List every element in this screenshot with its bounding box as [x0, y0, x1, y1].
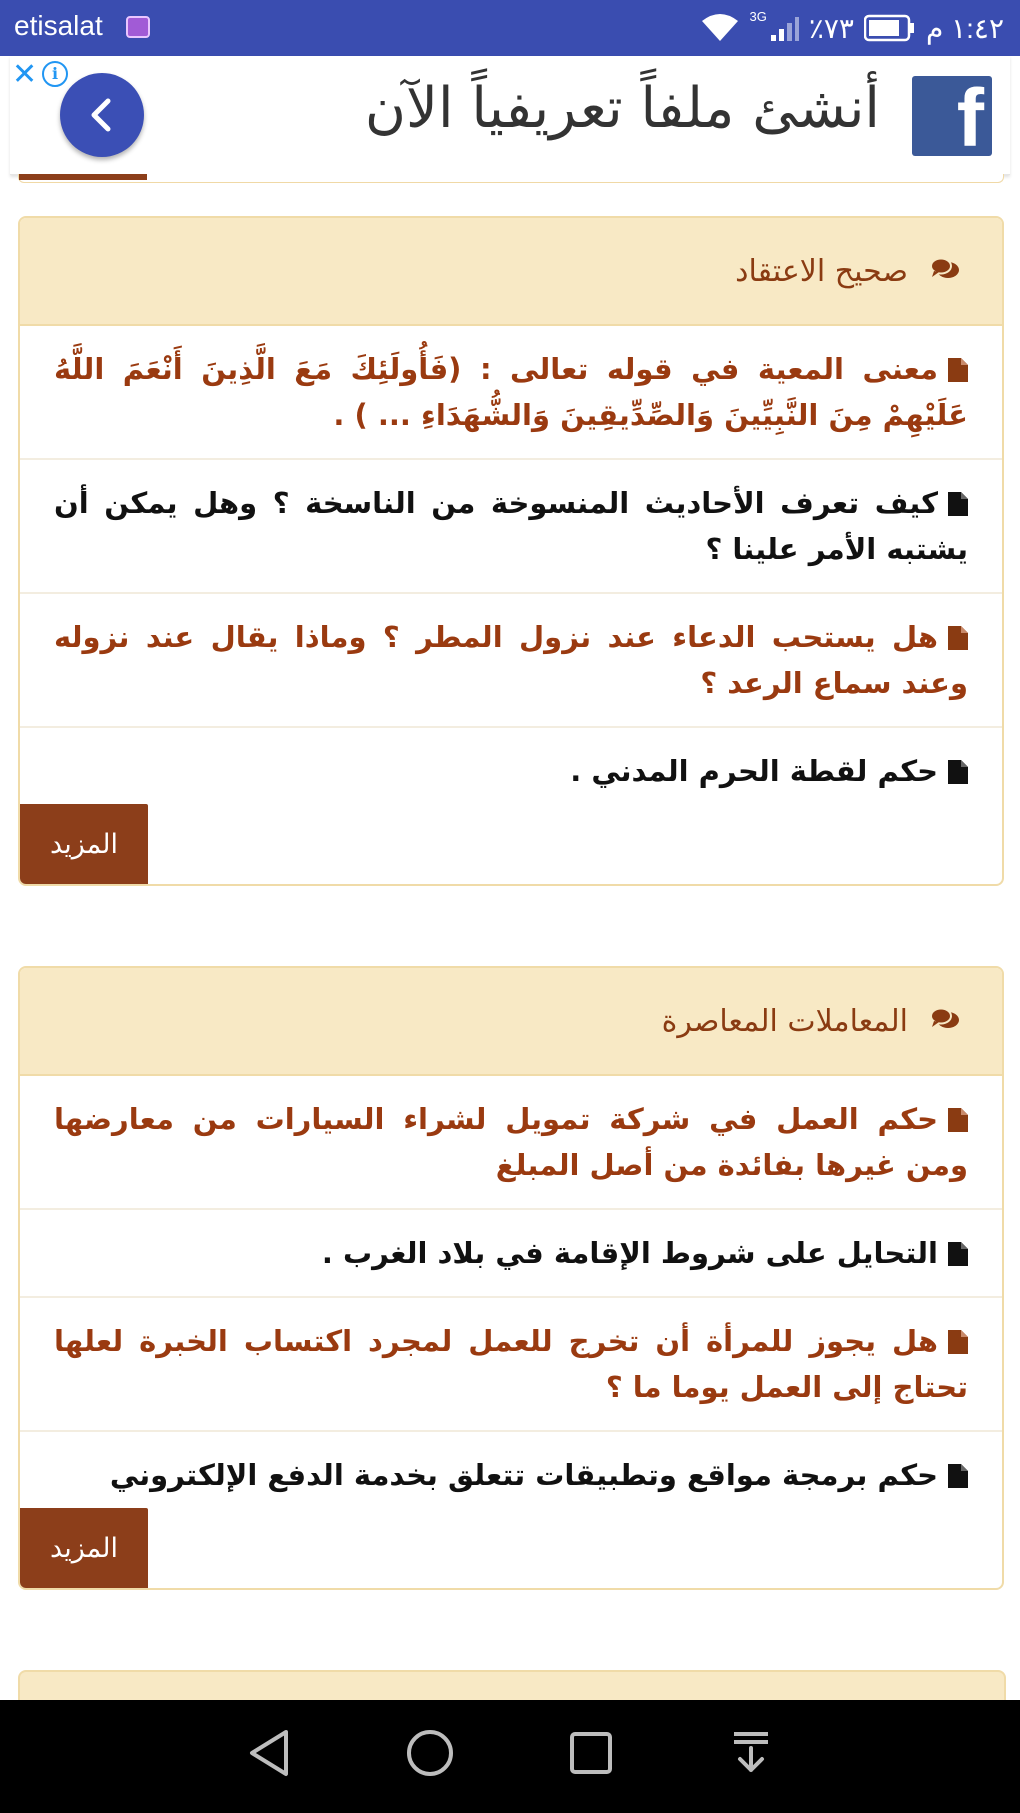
article-item[interactable]	[20, 326, 1002, 460]
article-item[interactable]	[20, 1432, 1002, 1508]
document-icon	[948, 1455, 968, 1479]
android-nav-bar	[0, 1700, 1020, 1813]
article-title[interactable]: التحايل على شروط الإقامة في بلاد الغرب .	[321, 1236, 938, 1270]
chevron-left-icon	[84, 95, 120, 135]
article-item[interactable]	[20, 1076, 1002, 1210]
battery-icon	[864, 14, 916, 42]
section-title: المعاملات المعاصرة	[661, 1003, 908, 1039]
close-icon[interactable]: ✕	[12, 57, 38, 92]
article-title[interactable]: حكم لقطة الحرم المدني .	[570, 754, 938, 788]
clock: ١:٤٢ م	[925, 12, 1004, 44]
article-title[interactable]: حكم العمل في شركة تمويل لشراء السيارات من معارضها ومن غيرها بفائدة من أصل المبلغ	[54, 1102, 968, 1182]
article-item[interactable]	[20, 728, 1002, 804]
facebook-logo-icon[interactable]	[912, 73, 992, 164]
home-nav-icon[interactable]	[405, 1728, 455, 1782]
section-title: صحيح الاعتقاد	[735, 253, 908, 289]
status-bar	[0, 0, 1020, 56]
section-header	[20, 218, 1002, 326]
comments-icon	[930, 254, 960, 289]
article-title[interactable]: معنى المعية في قوله تعالى : (فَأُولَئِكَ مَعَ الَّذِينَ أَنْعَمَ اللَّهُ عَلَيْهِمْ مِنَ النَّبِيِّينَ وَالصِّدِّيقِينَ وَالشُّهَدَاءِ ... ) .	[54, 352, 968, 432]
gallery-notification-icon	[126, 16, 150, 38]
back-nav-icon[interactable]	[246, 1728, 292, 1782]
article-item[interactable]	[20, 1210, 1002, 1298]
section-card-contemporary-transactions	[18, 966, 1004, 1590]
battery-percent: ٪٧٣	[808, 12, 854, 44]
document-icon	[948, 751, 968, 775]
ad-headline[interactable]: أنشئ ملفاً تعريفياً الآن	[364, 76, 880, 141]
facebook-letter: f	[956, 73, 984, 164]
document-icon	[948, 349, 968, 373]
previous-more-button-edge[interactable]	[19, 174, 147, 180]
article-title[interactable]: هل يجوز للمرأة أن تخرج للعمل لمجرد اكتساب الخبرة لعلها تحتاج إلى العمل يوما ما ؟	[54, 1324, 968, 1404]
comments-icon	[930, 1004, 960, 1039]
more-button[interactable]: المزيد	[20, 1508, 148, 1588]
document-icon	[948, 617, 968, 641]
document-icon	[948, 1321, 968, 1345]
document-icon	[948, 1099, 968, 1123]
more-button[interactable]: المزيد	[20, 804, 148, 884]
ad-banner[interactable]	[10, 56, 1010, 175]
notification-pull-down-icon[interactable]	[728, 1728, 774, 1782]
network-type: 3G	[749, 8, 767, 24]
section-card-aqeedah	[18, 216, 1004, 886]
document-icon	[948, 483, 968, 507]
article-title[interactable]: حكم برمجة مواقع وتطبيقات تتعلق بخدمة الدفع الإلكتروني	[109, 1458, 938, 1492]
carrier-name: etisalat	[14, 10, 103, 41]
back-button[interactable]	[60, 73, 144, 157]
recents-nav-icon[interactable]	[568, 1728, 614, 1782]
article-item[interactable]	[20, 594, 1002, 728]
article-item[interactable]	[20, 1298, 1002, 1432]
document-icon	[948, 1233, 968, 1257]
article-title[interactable]: كيف تعرف الأحاديث المنسوخة من الناسخة ؟ وهل يمكن أن يشتبه الأمر علينا ؟	[54, 486, 968, 566]
signal-icon	[769, 13, 799, 43]
info-icon[interactable]: i	[42, 61, 68, 87]
wifi-icon	[700, 13, 740, 43]
article-item[interactable]	[20, 460, 1002, 594]
section-header	[20, 968, 1002, 1076]
previous-card-bottom	[18, 174, 1004, 183]
article-title[interactable]: هل يستحب الدعاء عند نزول المطر ؟ وماذا يقال عند نزوله وعند سماع الرعد ؟	[54, 620, 968, 700]
next-section-header-peek	[18, 1670, 1006, 1702]
